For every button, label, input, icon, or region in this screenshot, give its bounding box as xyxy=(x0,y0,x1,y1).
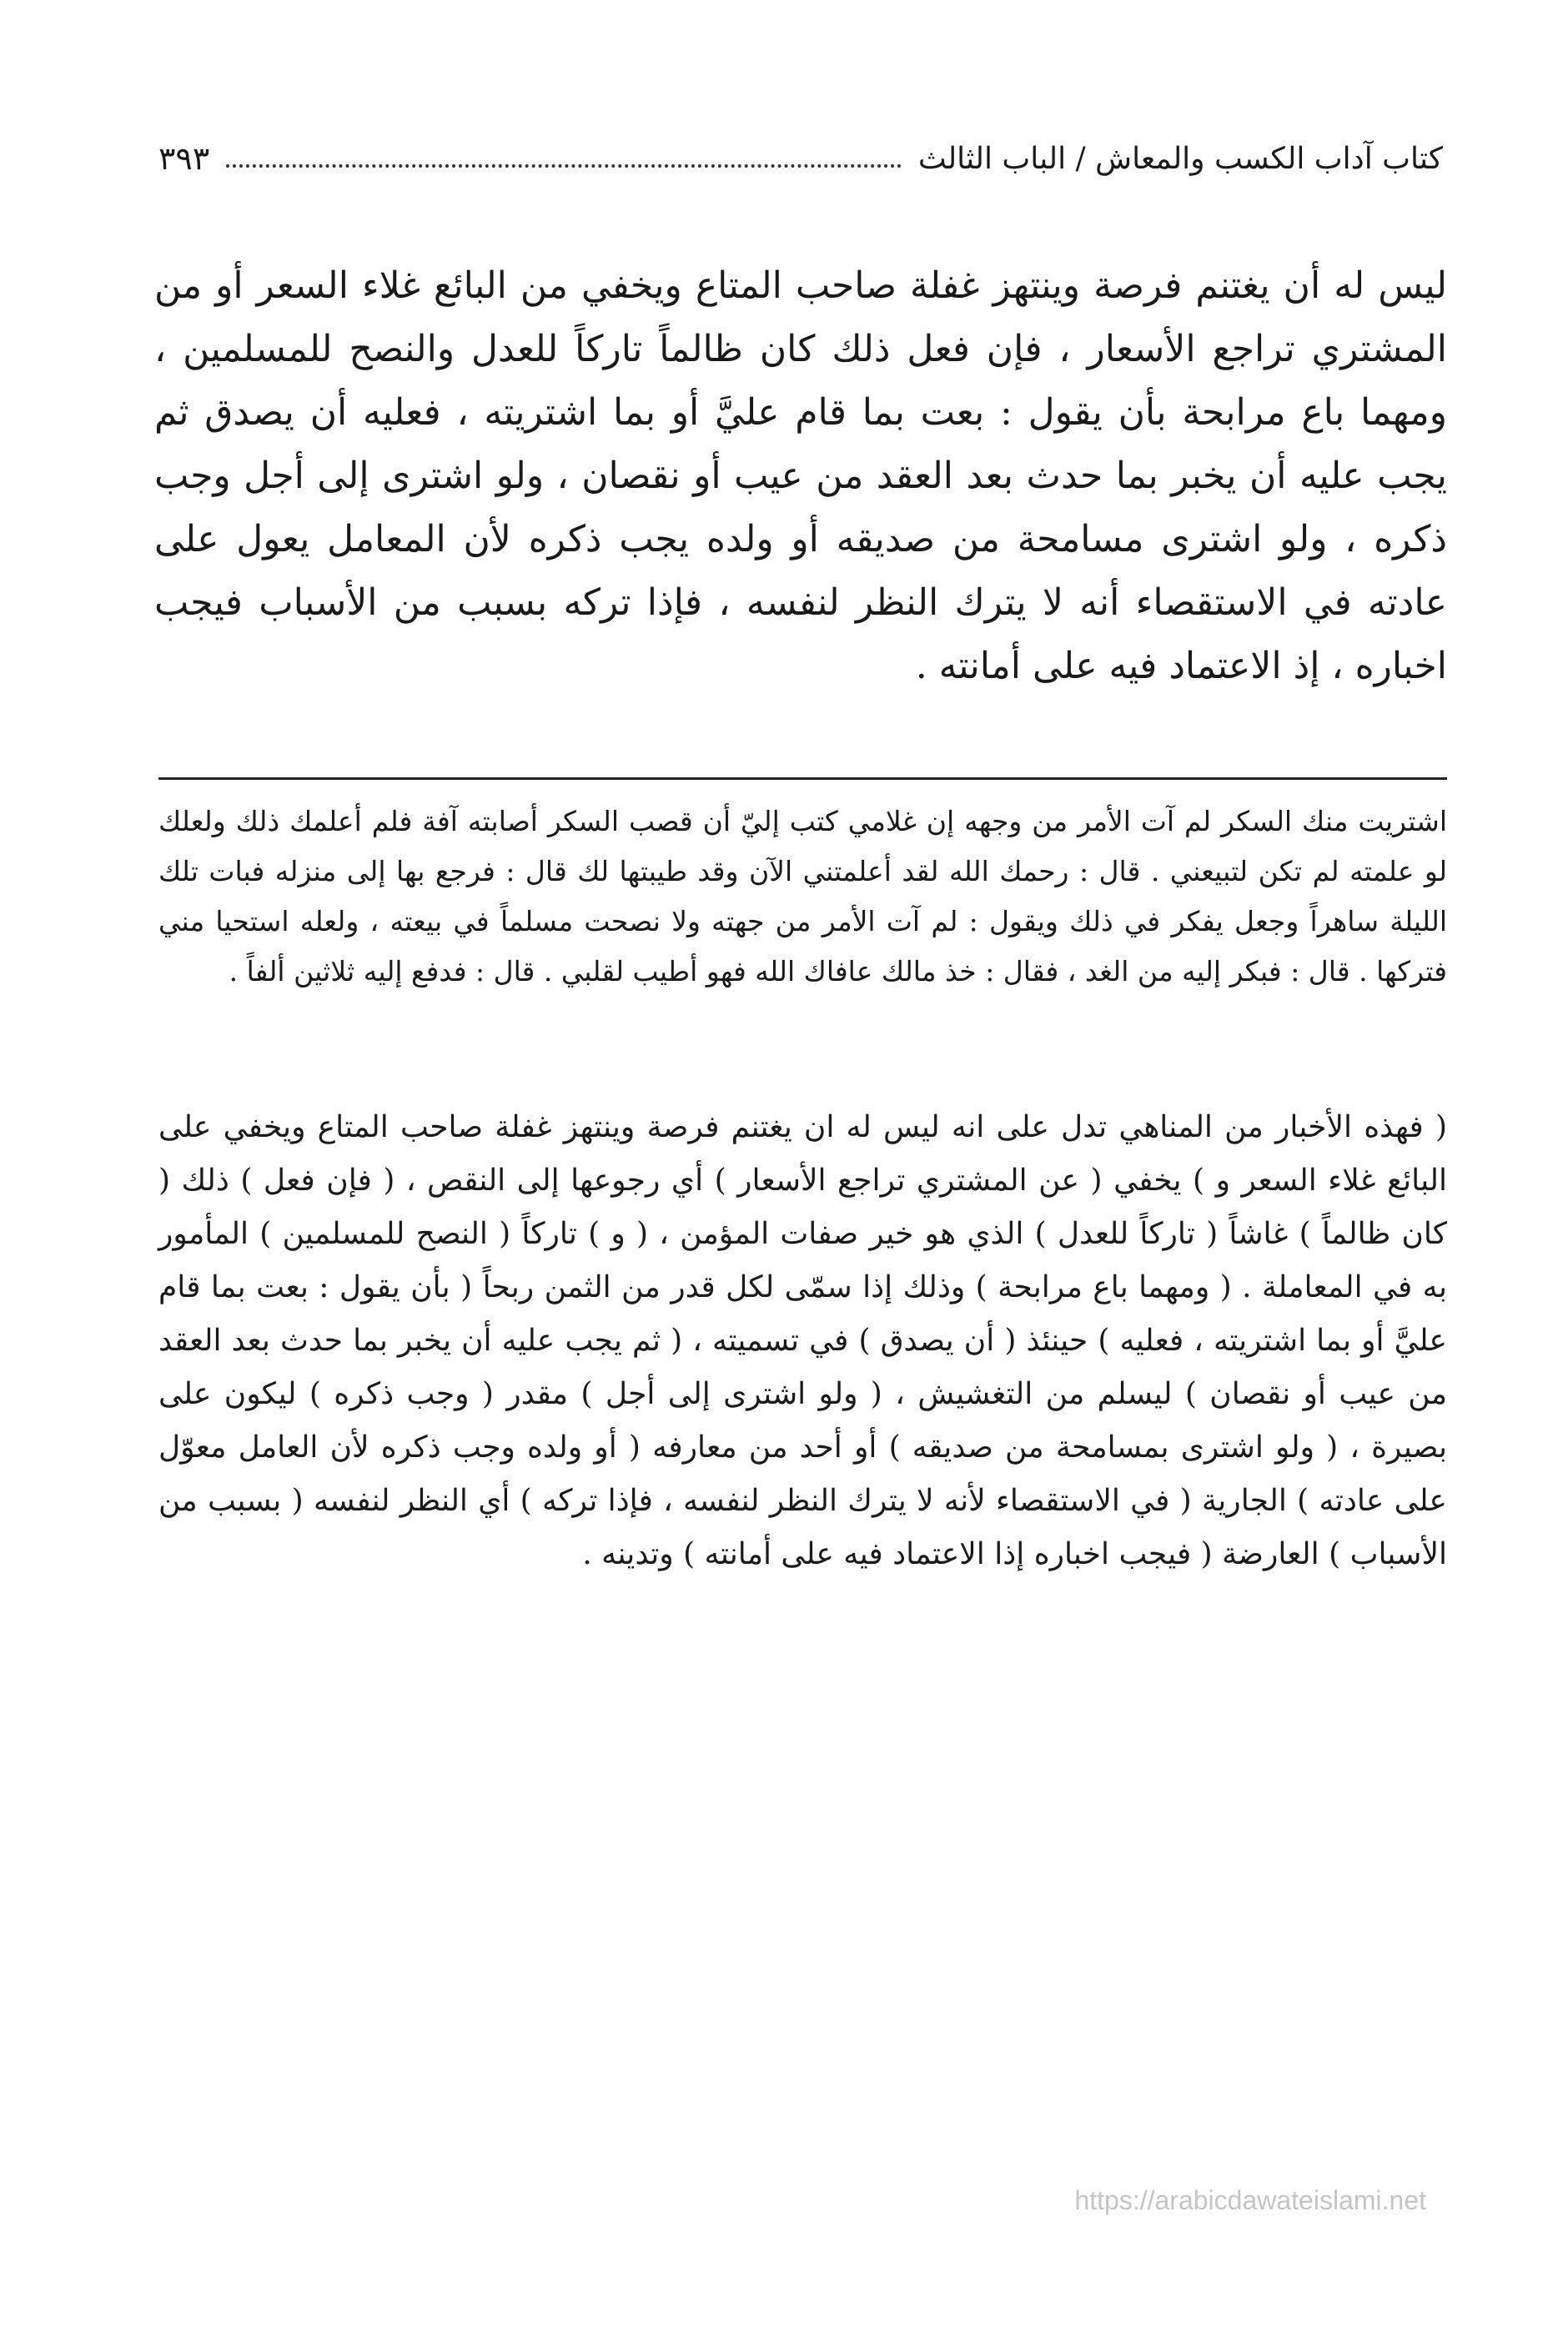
footnote-paragraph: اشتريت منك السكر لم آت الأمر من وجهه إن غلامي كتب إليّ أن قصب السكر أصابته آفة فلم أعلمك ذلك ولعلك لو علمته لم تكن لتبيعني . قال : رحمك الله لقد أعلمتني الآن وقد طيبتها لك قال : فرجع بها إلى منزله فبات تلك الليلة ساهراً وجعل يفكر في ذلك ويقول : لم آت الأمر من جهته ولا نصحت مسلماً في بيعته ، ولعله استحيا مني فتركها . قال : فبكر إليه من الغد ، فقال : خذ مالك عافاك الله فهو أطيب لقلبي . قال : فدفع إليه ثلاثين ألفاً . xyxy=(158,805,1447,988)
running-header xyxy=(158,133,1443,183)
chapter-title: كتاب آداب الكسب والمعاش / الباب الثالث xyxy=(917,141,1443,176)
page-number: ٣٩٣ xyxy=(158,140,210,177)
footnote-block xyxy=(158,797,1447,997)
main-text-block xyxy=(154,254,1447,698)
watermark-url: https://arabicdawateislami.net xyxy=(1074,2185,1426,2215)
dot-leader xyxy=(226,164,902,168)
commentary-block xyxy=(158,1101,1447,1581)
footnote-divider xyxy=(158,777,1447,780)
commentary-paragraph: ( فهذه الأخبار من المناهي تدل على انه ليس له ان يغتنم فرصة وينتهز غفلة صاحب المتاع ويخفي على البائع غلاء السعر و ) يخفي ( عن المشتري تراجع الأسعار ) أي رجوعها إلى النقص ، ( فإن فعل ) ذلك ( كان ظالماً ) غاشاً ( تاركاً للعدل ) الذي هو خير صفات المؤمن ، ( و ) تاركاً ( النصح للمسلمين ) المأمور به في المعاملة . ( ومهما باع مرابحة ) وذلك إذا سمّى لكل قدر من الثمن ربحاً ( بأن يقول : بعت بما قام عليَّ أو بما اشتريته ، فعليه ) حينئذ ( أن يصدق ) في تسميته ، ( ثم يجب عليه أن يخبر بما حدث بعد العقد من عيب أو نقصان ) ليسلم من التغشيش ، ( ولو اشترى إلى أجل ) مقدر ( وجب ذكره ) ليكون على بصيرة ، ( ولو اشترى بمسامحة من صديقه ) أو أحد من معارفه ( أو ولده وجب ذكره لأن العامل معوّل على عادته ) الجارية ( في الاستقصاء لأنه لا يترك النظر لنفسه ، فإذا تركه ) أي النظر لنفسه ( بسبب من الأسباب ) العارضة ( فيجب اخباره إذا الاعتماد فيه على أمانته ) وتدينه . xyxy=(158,1110,1447,1571)
main-paragraph: ليس له أن يغتنم فرصة وينتهز غفلة صاحب المتاع ويخفي من البائع غلاء السعر أو من المشتري تراجع الأسعار ، فإن فعل ذلك كان ظالماً تاركاً للعدل والنصح للمسلمين ، ومهما باع مرابحة بأن يقول : بعت بما قام عليَّ أو بما اشتريته ، فعليه أن يصدق ثم يجب عليه أن يخبر بما حدث بعد العقد من عيب أو نقصان ، ولو اشترى إلى أجل وجب ذكره ، ولو اشترى مسامحة من صديقه أو ولده يجب ذكره لأن المعامل يعول على عادته في الاستقصاء أنه لا يترك النظر لنفسه ، فإذا تركه بسبب من الأسباب فيجب اخباره ، إذ الاعتماد فيه على أمانته . xyxy=(154,264,1447,687)
